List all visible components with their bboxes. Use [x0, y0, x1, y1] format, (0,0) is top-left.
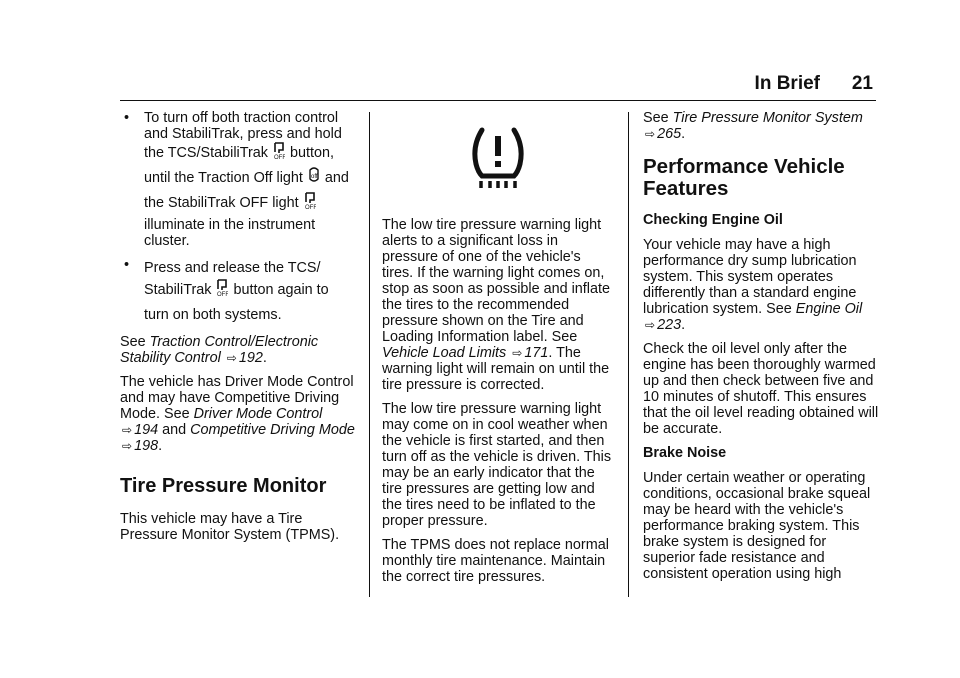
svg-text:off: off: [310, 174, 318, 180]
paragraph-text: The vehicle has Driver Mode Control and may have Competitive Driving Mode. See: [120, 374, 354, 422]
reference-link[interactable]: Tire Pressure Monitor System: [672, 110, 863, 126]
bullet-text: and: [324, 170, 349, 186]
paragraph-text: Your vehicle may have a high performance dry sump lubrication system. This system operates differently than a standard engine lubrication system. See: [643, 237, 857, 317]
page-arrow-icon: ⇨: [645, 318, 656, 332]
page-header: [120, 70, 876, 101]
page-reference[interactable]: 171: [524, 345, 549, 361]
reference-link[interactable]: Competitive Driving Mode: [190, 422, 355, 438]
bullet-mark: •: [124, 110, 130, 126]
column-3: [643, 110, 879, 590]
bullet-item: [120, 257, 356, 326]
svg-text:OFF: OFF: [273, 155, 285, 160]
page-arrow-icon: ⇨: [122, 423, 133, 437]
see-label: See: [643, 110, 669, 126]
paragraph: [643, 237, 879, 333]
reference-link[interactable]: Driver Mode Control: [193, 406, 323, 422]
page-reference[interactable]: 192: [238, 350, 263, 366]
paragraph: The TPMS does not replace normal monthly tire maintenance. Maintain the correct tire pressures.: [382, 537, 609, 585]
stabilitrak-off-icon: [304, 192, 316, 217]
paragraph-text: The low tire pressure warning light alerts to a significant loss in pressure of one of the vehicle's tires. If the warning light comes on, stop as soon as possible and inflate the tires to the recommended pressure shown on the Tire and Loading Information label. See: [382, 217, 611, 345]
bullet-text: StabiliTrak: [144, 282, 212, 298]
paragraph: The low tire pressure warning light may come on in cool weather when the vehicle is first started, and then turn off as the vehicle is driven. This may be an early indicator that the tire pressures are getting low and the tires need to be inflated to the proper pressure.: [382, 401, 612, 529]
punctuation: .: [681, 126, 686, 142]
section-title: In Brief: [754, 73, 820, 94]
page-number: 21: [851, 73, 873, 94]
column-1: [120, 110, 356, 551]
column-divider: [628, 112, 629, 597]
paragraph-text: . The warning light will remain on until the tire pressure is corrected.: [382, 345, 610, 393]
bullet-item: [120, 110, 356, 249]
page-arrow-icon: ⇨: [512, 346, 523, 360]
paragraph-text: and: [162, 422, 187, 438]
bullet-text: the StabiliTrak OFF light: [144, 195, 299, 211]
see-label: See: [120, 334, 146, 350]
bullet-text: until the Traction Off light: [144, 170, 303, 186]
reference-link[interactable]: Engine Oil: [795, 301, 863, 317]
paragraph: [120, 374, 356, 454]
bullet-text: Press and release the TCS/: [144, 260, 321, 276]
subheading: Brake Noise: [643, 445, 727, 461]
subheading: Checking Engine Oil: [643, 212, 783, 228]
bullet-text: To turn off both traction control and StabiliTrak, press and hold: [144, 110, 342, 142]
stabilitrak-icon: [273, 142, 285, 167]
cross-reference: [643, 110, 879, 142]
bullet-text: illuminate in the instrument cluster.: [144, 217, 316, 249]
svg-text:OFF: OFF: [217, 292, 229, 297]
tire-pressure-warning-icon: [382, 124, 614, 194]
stabilitrak-icon: [216, 279, 228, 304]
bullet-text: turn on both systems.: [144, 307, 282, 323]
bullet-mark: •: [124, 257, 130, 273]
paragraph: Check the oil level only after the engine has been thoroughly warmed up and then check between five and 10 minutes of shutoff. This ensures that the oil level reading obtained will be accurate.: [643, 341, 879, 437]
paragraph: [382, 217, 614, 393]
page-arrow-icon: ⇨: [645, 127, 656, 141]
paragraph: Under certain weather or operating conditions, occasional brake squeal may be heard with the vehicle's performance braking system. This brake system is designed for superior fade resistance and consistent operation using high: [643, 470, 871, 582]
column-divider: [369, 112, 370, 597]
page-reference[interactable]: 223: [657, 317, 682, 333]
page-reference[interactable]: 194: [134, 422, 159, 438]
punctuation: .: [681, 317, 686, 333]
page-reference[interactable]: 198: [134, 438, 159, 454]
cross-reference: [120, 334, 356, 366]
reference-link[interactable]: Vehicle Load Limits: [382, 345, 507, 361]
page-arrow-icon: ⇨: [226, 351, 237, 365]
section-heading: Performance Vehicle Features: [643, 155, 845, 200]
section-heading: Tire Pressure Monitor: [120, 475, 327, 497]
page-arrow-icon: ⇨: [122, 439, 133, 453]
bullet-text: button again to: [233, 282, 329, 298]
punctuation: .: [262, 350, 267, 366]
svg-text:OFF: OFF: [304, 205, 316, 210]
punctuation: .: [158, 438, 163, 454]
column-2: [382, 110, 614, 593]
bullet-text: the TCS/StabiliTrak: [144, 145, 268, 161]
page-reference[interactable]: 265: [657, 126, 682, 142]
bullet-text: button,: [289, 145, 334, 161]
reference-link[interactable]: Traction Control/Electronic Stability Control: [120, 334, 319, 366]
paragraph: This vehicle may have a Tire Pressure Monitor System (TPMS).: [120, 511, 340, 543]
traction-off-icon: [308, 167, 320, 192]
